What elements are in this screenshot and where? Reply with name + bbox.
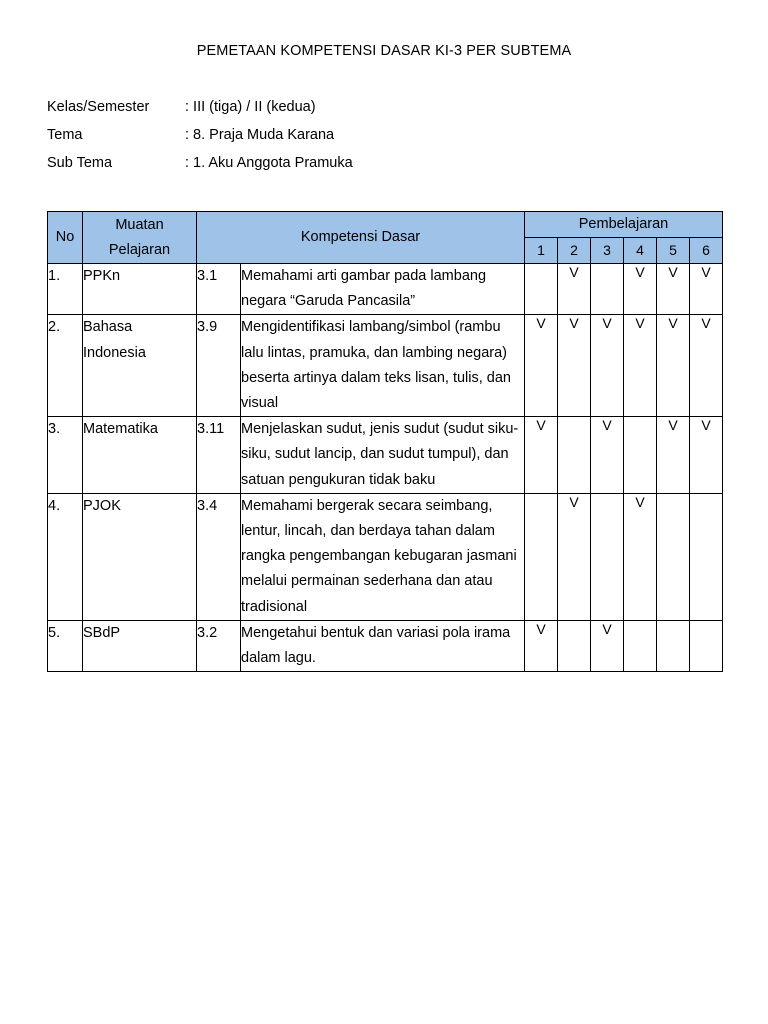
check-mark: V xyxy=(690,417,723,494)
header-kompetensi: Kompetensi Dasar xyxy=(197,212,525,264)
check-mark: V xyxy=(690,315,723,417)
row-subject: Bahasa Indonesia xyxy=(83,315,197,417)
info-row-tema xyxy=(47,124,353,152)
info-value: : 8. Praja Muda Karana xyxy=(185,127,335,143)
info-row-subtema xyxy=(47,152,353,180)
check-mark xyxy=(657,620,690,671)
table-row xyxy=(48,493,723,620)
row-kd-code: 3.1 xyxy=(197,264,241,315)
check-mark: V xyxy=(525,315,558,417)
header-muatan-line1: Muatan xyxy=(115,216,164,233)
check-mark: V xyxy=(657,264,690,315)
info-row-kelas xyxy=(47,96,353,124)
table-row xyxy=(48,264,723,315)
info-value: : III (tiga) / II (kedua) xyxy=(185,99,316,115)
check-mark xyxy=(525,493,558,620)
check-mark: V xyxy=(591,620,624,671)
page-title: PEMETAAN KOMPETENSI DASAR KI-3 PER SUBTEMA xyxy=(196,43,572,59)
header-pembelajaran: Pembelajaran xyxy=(525,212,723,238)
row-kd-code: 3.11 xyxy=(197,417,241,494)
header-lesson-number: 3 xyxy=(591,238,624,264)
row-kd-code: 3.2 xyxy=(197,620,241,671)
header-lesson-number: 2 xyxy=(558,238,591,264)
check-mark: V xyxy=(624,493,657,620)
header-no: No xyxy=(48,212,83,264)
check-mark: V xyxy=(657,417,690,494)
row-kd-text: Memahami arti gambar pada lambang negara “Garuda Pancasila” xyxy=(241,264,525,315)
table-row xyxy=(48,620,723,671)
check-mark xyxy=(558,417,591,494)
check-mark: V xyxy=(690,264,723,315)
info-label: Sub Tema xyxy=(47,155,113,171)
info-label: Tema xyxy=(47,127,83,143)
header-lesson-number: 6 xyxy=(690,238,723,264)
check-mark: V xyxy=(558,264,591,315)
row-subject: Matematika xyxy=(83,417,197,494)
table-row xyxy=(48,417,723,494)
row-kd-text: Memahami bergerak secara seimbang, lentur, lincah, dan berdaya tahan dalam rangka pengembangan kebugaran jasmani melalui permainan sederhana dan atau tradisional xyxy=(241,493,525,620)
check-mark xyxy=(525,264,558,315)
check-mark: V xyxy=(525,417,558,494)
check-mark: V xyxy=(525,620,558,671)
row-kd-text: Mengetahui bentuk dan variasi pola irama dalam lagu. xyxy=(241,620,525,671)
check-mark xyxy=(690,620,723,671)
row-kd-code: 3.4 xyxy=(197,493,241,620)
row-no: 5. xyxy=(48,620,83,671)
check-mark: V xyxy=(624,264,657,315)
header-lesson-number: 4 xyxy=(624,238,657,264)
competency-table xyxy=(47,211,723,672)
info-block xyxy=(47,96,353,180)
check-mark xyxy=(657,493,690,620)
check-mark: V xyxy=(558,315,591,417)
check-mark: V xyxy=(591,417,624,494)
check-mark xyxy=(591,493,624,620)
row-subject: SBdP xyxy=(83,620,197,671)
row-no: 3. xyxy=(48,417,83,494)
info-label: Kelas/Semester xyxy=(47,99,150,115)
table-row xyxy=(48,315,723,417)
header-lesson-number: 1 xyxy=(525,238,558,264)
row-no: 4. xyxy=(48,493,83,620)
row-subject: PJOK xyxy=(83,493,197,620)
check-mark xyxy=(591,264,624,315)
header-muatan xyxy=(83,212,197,264)
header-lesson-number: 5 xyxy=(657,238,690,264)
info-value: : 1. Aku Anggota Pramuka xyxy=(185,155,353,171)
check-mark xyxy=(558,620,591,671)
row-kd-text: Menjelaskan sudut, jenis sudut (sudut siku-siku, sudut lancip, dan sudut tumpul), dan satuan pengukuran tidak baku xyxy=(241,417,525,494)
check-mark xyxy=(690,493,723,620)
row-no: 1. xyxy=(48,264,83,315)
check-mark: V xyxy=(624,315,657,417)
row-kd-code: 3.9 xyxy=(197,315,241,417)
check-mark xyxy=(624,620,657,671)
check-mark: V xyxy=(657,315,690,417)
check-mark: V xyxy=(591,315,624,417)
check-mark xyxy=(624,417,657,494)
row-kd-text: Mengidentifikasi lambang/simbol (rambu lalu lintas, pramuka, dan lambing negara) beserta artinya dalam teks lisan, tulis, dan visual xyxy=(241,315,525,417)
header-row xyxy=(48,212,723,238)
header-muatan-line2: Pelajaran xyxy=(108,241,171,258)
check-mark: V xyxy=(558,493,591,620)
row-no: 2. xyxy=(48,315,83,417)
row-subject: PPKn xyxy=(83,264,197,315)
